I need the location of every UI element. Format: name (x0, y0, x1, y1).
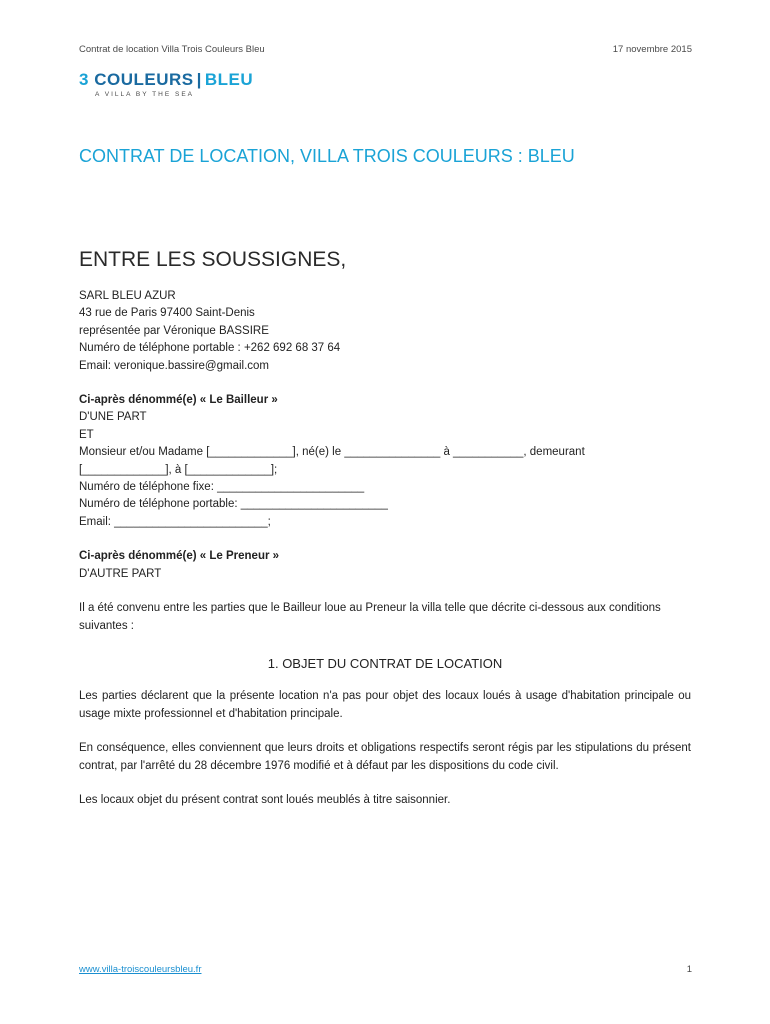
intro-paragraph: Il a été convenu entre les parties que le Bailleur loue au Preneur la villa telle que décrite ci-dessous aux conditions suivantes : (79, 602, 661, 632)
tenant-line: Numéro de téléphone fixe: _______________________ (79, 481, 365, 494)
logo-accent: BLEU (204, 70, 254, 89)
section-paragraph: Les locaux objet du présent contrat sont loués meublés à titre saisonnier. (79, 793, 451, 806)
section-title: 1. OBJET DU CONTRAT DE LOCATION (267, 655, 503, 671)
logo-number: 3 (79, 70, 89, 89)
tenant-line: Email: ________________________; (79, 515, 271, 528)
lessor-line: 43 rue de Paris 97400 Saint-Denis (79, 307, 255, 320)
logo-wordmark (79, 70, 253, 90)
brand-logo (79, 70, 253, 98)
lessor-line: représentée par Véronique BASSIRE (79, 324, 269, 337)
document-body (79, 288, 691, 809)
tenant-line: Monsieur et/ou Madame [_____________], né(e) le _______________ à ___________, demeurant (79, 446, 585, 459)
lessor-line: Email: veronique.bassire@gmail.com (79, 359, 269, 372)
logo-word: COULEURS (94, 70, 194, 89)
logo-separator: | (196, 70, 202, 89)
lessor-part: D'UNE PART (79, 411, 147, 424)
lessor-block (79, 288, 691, 375)
lessor-line: Numéro de téléphone portable : +262 692 68 37 64 (79, 342, 341, 355)
document-title: CONTRAT DE LOCATION, VILLA TROIS COULEURS : BLEU (79, 146, 575, 166)
tenant-part: D'AUTRE PART (79, 567, 162, 580)
section-paragraph: En conséquence, elles conviennent que leurs droits et obligations respectifs seront régis par les stipulations du présent contrat, par l'arrêté du 28 décembre 1976 modifié et à défaut par les dispositions du code civil. (79, 742, 691, 772)
website-link[interactable]: www.villa-troiscouleursbleu.fr (79, 964, 202, 975)
lessor-designation: Ci-après dénommé(e) « Le Bailleur » (79, 394, 278, 407)
section-paragraph: Les parties déclarent que la présente location n'a pas pour objet des locaux loués à usage d'habitation principale ou usage mixte professionnel et d'habitation principale. (79, 690, 691, 720)
logo-tagline: A VILLA BY THE SEA (95, 91, 194, 98)
tenant-designation: Ci-après dénommé(e) « Le Preneur » (79, 550, 280, 563)
tenant-line: Numéro de téléphone portable: _______________________ (79, 498, 388, 511)
running-header-date: 17 novembre 2015 (612, 44, 692, 55)
conjunction: ET (79, 428, 94, 441)
page-number: 1 (686, 964, 692, 975)
parties-heading: ENTRE LES SOUSSIGNES, (79, 248, 347, 271)
lessor-line: SARL BLEU AZUR (79, 290, 176, 302)
tenant-line: [_____________], à [_____________]; (79, 463, 278, 476)
tenant-block (79, 444, 691, 531)
running-header-title: Contrat de location Villa Trois Couleurs Bleu (79, 44, 265, 55)
